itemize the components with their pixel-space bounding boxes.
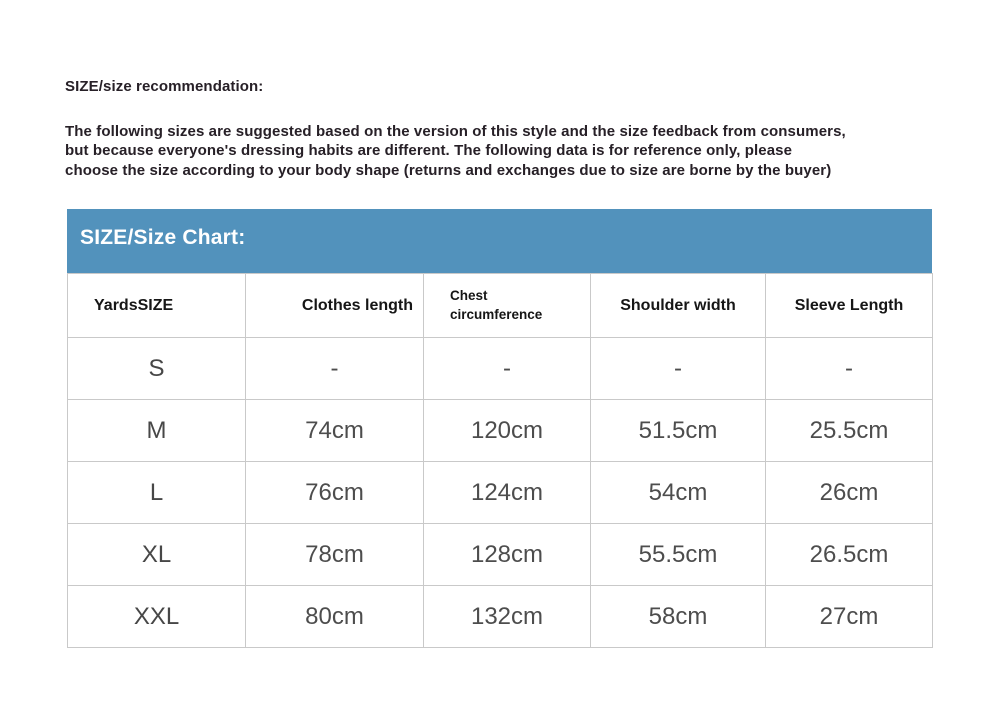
cell-size: L: [68, 462, 246, 524]
size-recommendation-title: SIZE/size recommendation:: [65, 78, 264, 95]
recommendation-line-3: choose the size according to your body shape (returns and exchanges due to size are borne by the buyer): [65, 161, 832, 179]
cell-clothes-length: 76cm: [246, 462, 424, 524]
cell-shoulder-width: 55.5cm: [591, 524, 766, 586]
cell-chest-circumference: -: [424, 338, 591, 400]
column-header-sleeve-length: Sleeve Length: [766, 274, 933, 338]
column-header-shoulder-width: Shoulder width: [591, 274, 766, 338]
cell-clothes-length: 74cm: [246, 400, 424, 462]
cell-clothes-length: 80cm: [246, 586, 424, 648]
cell-clothes-length: 78cm: [246, 524, 424, 586]
table-row-m: [68, 400, 933, 462]
cell-sleeve-length: 27cm: [766, 586, 933, 648]
cell-shoulder-width: 58cm: [591, 586, 766, 648]
cell-size: XL: [68, 524, 246, 586]
cell-chest-circumference: 132cm: [424, 586, 591, 648]
table-header-row: [68, 274, 933, 338]
cell-sleeve-length: 26cm: [766, 462, 933, 524]
cell-chest-circumference: 124cm: [424, 462, 591, 524]
cell-size: M: [68, 400, 246, 462]
table-row-xxl: [68, 586, 933, 648]
table-row-s: [68, 338, 933, 400]
cell-shoulder-width: 51.5cm: [591, 400, 766, 462]
cell-clothes-length: -: [246, 338, 424, 400]
column-header-yards-size: YardsSIZE: [68, 274, 246, 338]
cell-size: XXL: [68, 586, 246, 648]
cell-sleeve-length: -: [766, 338, 933, 400]
size-chart-title: SIZE/Size Chart:: [80, 226, 246, 249]
size-recommendation-paragraph: [65, 122, 945, 180]
table-row-xl: [68, 524, 933, 586]
size-chart-table: [67, 273, 933, 648]
cell-shoulder-width: -: [591, 338, 766, 400]
column-header-chest-circumference: Chest circumference: [424, 274, 591, 338]
column-header-clothes-length: Clothes length: [246, 274, 424, 338]
recommendation-line-2: but because everyone's dressing habits are different. The following data is for reference only, please: [65, 142, 793, 160]
cell-sleeve-length: 25.5cm: [766, 400, 933, 462]
cell-chest-circumference: 128cm: [424, 524, 591, 586]
table-row-l: [68, 462, 933, 524]
cell-shoulder-width: 54cm: [591, 462, 766, 524]
size-chart-header-bar: [67, 209, 932, 273]
cell-size: S: [68, 338, 246, 400]
cell-chest-circumference: 120cm: [424, 400, 591, 462]
recommendation-line-1: The following sizes are suggested based on the version of this style and the size feedback from consumers,: [65, 123, 846, 140]
cell-sleeve-length: 26.5cm: [766, 524, 933, 586]
